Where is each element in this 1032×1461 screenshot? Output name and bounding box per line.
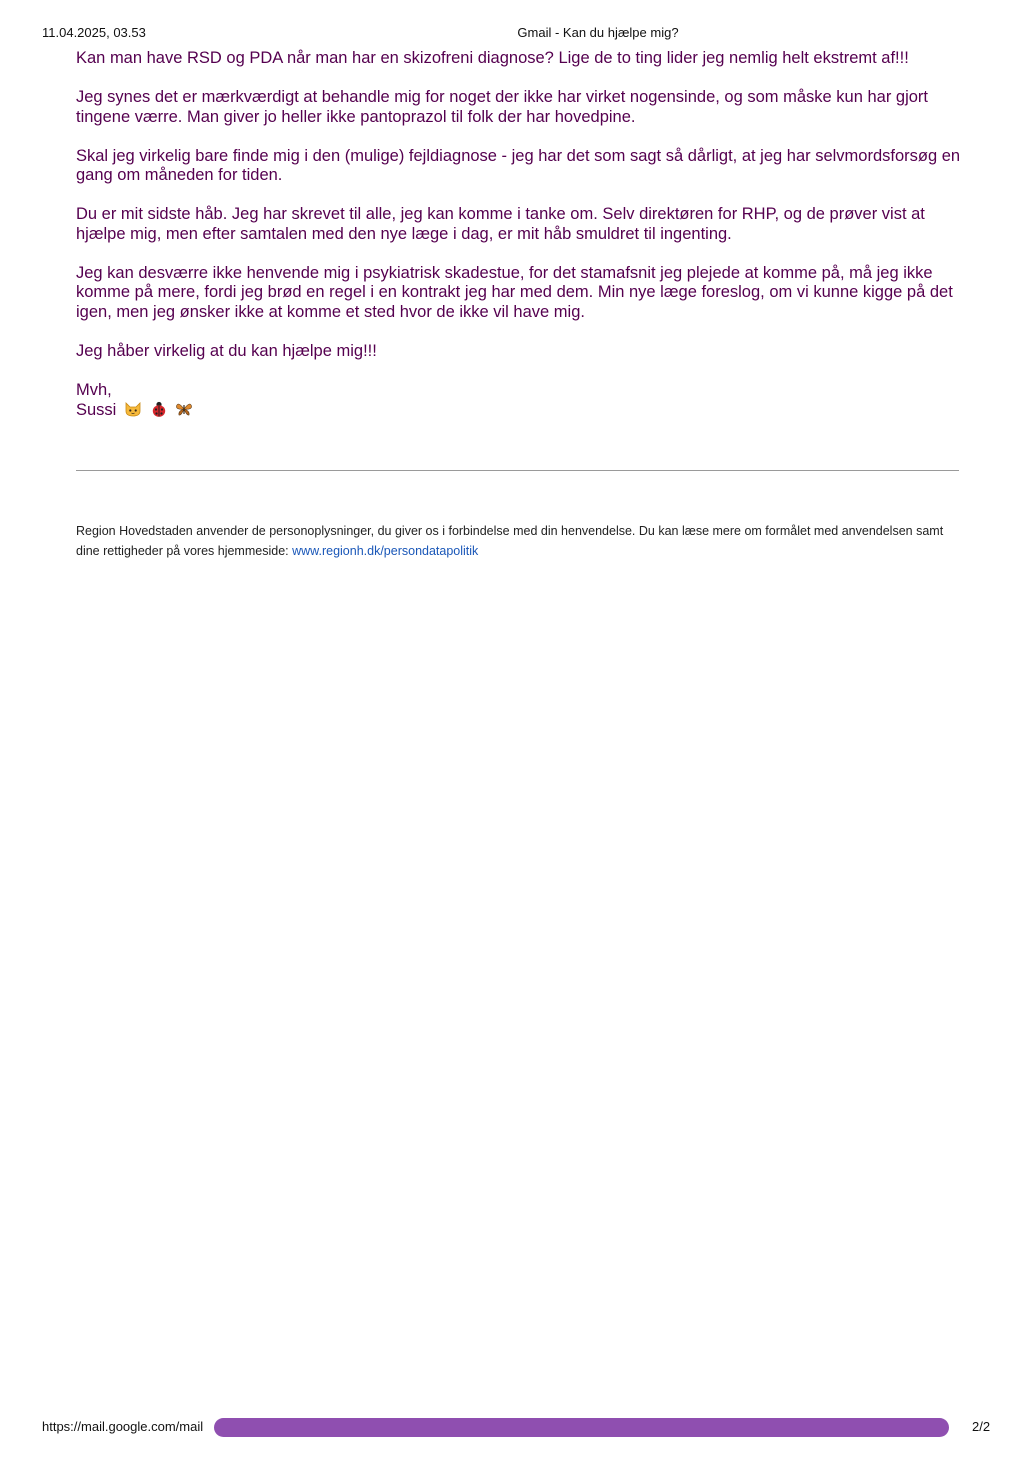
message-paragraph: Kan man have RSD og PDA når man har en skizofreni diagnose? Lige de to ting lider jeg nemlig helt ekstremt af!!! xyxy=(76,49,909,67)
closing: Mvh, xyxy=(76,380,112,399)
signature-line xyxy=(76,400,966,421)
redaction-bar xyxy=(214,1418,949,1437)
divider xyxy=(76,470,959,471)
signature-name: Sussi xyxy=(76,401,117,419)
print-title: Gmail - Kan du hjælpe mig? xyxy=(517,25,679,40)
message-paragraph: Jeg kan desværre ikke henvende mig i psykiatrisk skadestue, for det stamafsnit jeg plejede at komme på, må jeg ikke komme på mere, fordi jeg brød en regel i en kontrakt jeg har med dem. Min nye læge foreslog, om vi kunne kigge på det igen, men jeg ønsker ikke at komme et sted hvor de ikke vil have mig. xyxy=(76,263,953,321)
privacy-disclaimer xyxy=(76,521,961,561)
page-number: 2/2 xyxy=(972,1419,991,1434)
ladybug-icon xyxy=(150,400,168,418)
cat-face-icon xyxy=(124,400,142,418)
print-url: https://mail.google.com/mail xyxy=(42,1419,204,1434)
message-body xyxy=(76,49,966,421)
message-paragraph: Jeg håber virkelig at du kan hjælpe mig!!! xyxy=(76,341,377,360)
message-paragraph: Jeg synes det er mærkværdigt at behandle mig for noget der ikke har virket nogensinde, og som måske kun har gjort tingene værre. Man giver jo heller ikke pantoprazol til folk der har hovedpine. xyxy=(76,88,929,126)
message-paragraph: Skal jeg virkelig bare finde mig i den (mulige) fejldiagnose - jeg har det som sagt så dårligt, at jeg har selvmordsforsøg en gang om måneden for tiden. xyxy=(76,146,961,184)
message-paragraph: Du er mit sidste håb. Jeg har skrevet til alle, jeg kan komme i tanke om. Selv direktøren for RHP, og de prøver vist at hjælpe mig, men efter samtalen med den nye læge i dag, er mit håb smuldret til ingenting. xyxy=(76,205,925,243)
print-date: 11.04.2025, 03.53 xyxy=(42,25,146,40)
disclaimer-text: Region Hovedstaden anvender de personoplysninger, du giver os i forbindelse med din henvendelse. Du kan læse mere om formålet med anvendelsen samt dine rettigheder på vores hjemmeside: xyxy=(76,524,944,558)
privacy-policy-link[interactable]: www.regionh.dk/persondatapolitik xyxy=(292,544,479,558)
butterfly-icon xyxy=(175,400,193,418)
